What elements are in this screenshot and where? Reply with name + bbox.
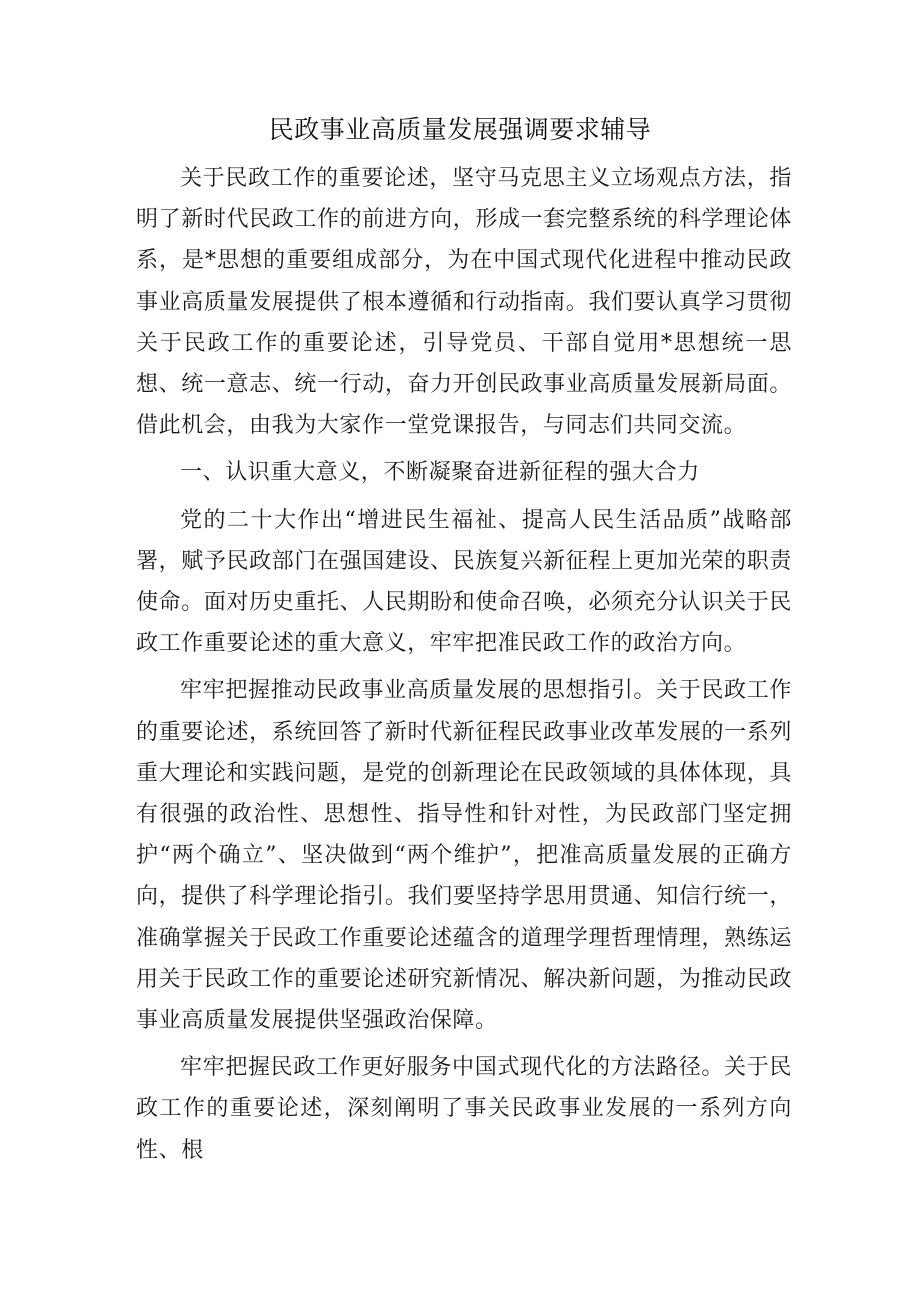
body-paragraph-2: 牢牢把握推动民政事业高质量发展的思想指引。关于民政工作的重要论述，系统回答了新时代新征程民政事业改革发展的一系列重大理论和实践问题，是党的创新理论在民政领域的具体体现，具有很强的政治性、思想性、指导性和针对性，为民政部门坚定拥护“两个确立”、坚决做到“两个维护”，把准高质量发展的正确方向，提供了科学理论指引。我们要坚持学思用贯通、知信行统一，准确掌握关于民政工作重要论述蕴含的道理学理哲理情理，熟练运用关于民政工作的重要论述研究新情况、解决新问题，为推动民政事业高质量发展提供坚强政治保障。	[136, 678, 792, 1034]
document-body	[136, 158, 792, 1177]
section-heading-1: 一、认识重大意义，不断凝聚奋进新征程的强大合力	[180, 460, 700, 486]
body-paragraph-1: 党的二十大作出“增进民生福祉、提高人民生活品质”战略部署，赋予民政部门在强国建设、民族复兴新征程上更加光荣的职责使命。面对历史重托、人民期盼和使命召唤，必须充分认识关于民政工作重要论述的重大意义，牢牢把准民政工作的政治方向。	[136, 507, 792, 657]
intro-paragraph: 关于民政工作的重要论述，坚守马克思主义立场观点方法，指明了新时代民政工作的前进方向，形成一套完整系统的科学理论体系，是*思想的重要组成部分，为在中国式现代化进程中推动民政事业高质量发展提供了根本遵循和行动指南。我们要认真学习贯彻关于民政工作的重要论述，引导党员、干部自觉用*思想统一思想、统一意志、统一行动，奋力开创民政事业高质量发展新局面。借此机会，由我为大家作一堂党课报告，与同志们共同交流。	[136, 166, 792, 439]
body-paragraph-3: 牢牢把握民政工作更好服务中国式现代化的方法路径。关于民政工作的重要论述，深刻阐明了事关民政事业发展的一系列方向性、根	[136, 1055, 792, 1163]
document-title: 民政事业高质量发展强调要求辅导	[268, 115, 652, 144]
